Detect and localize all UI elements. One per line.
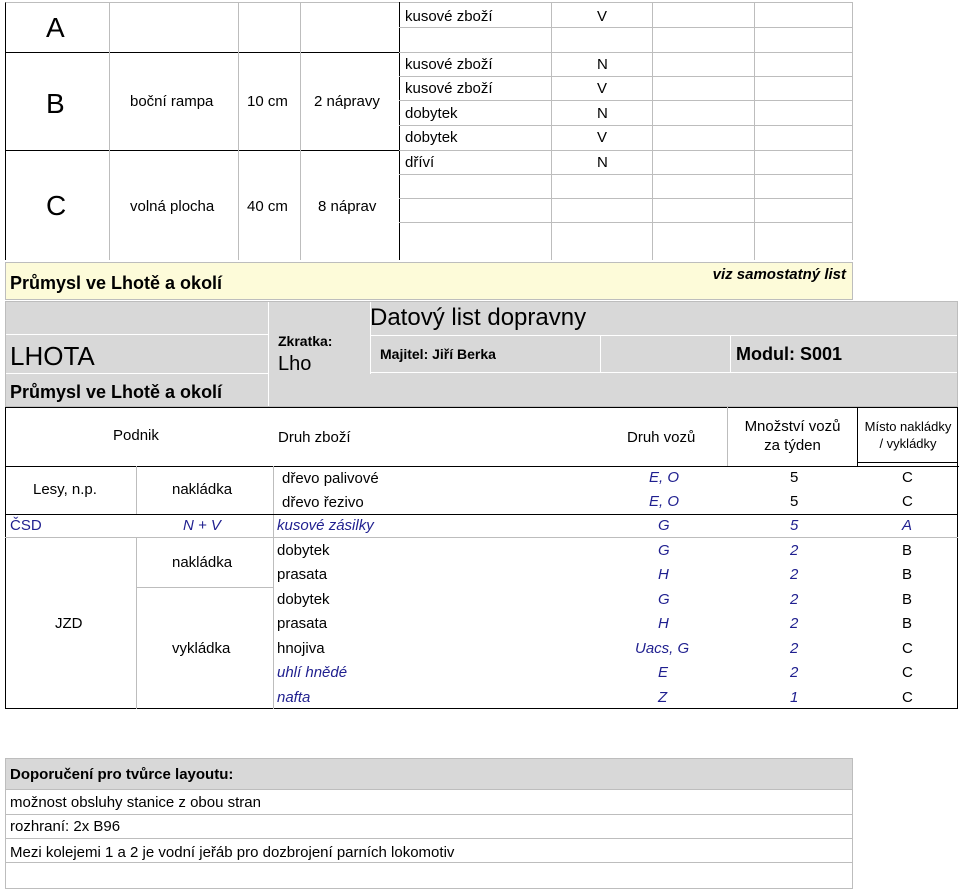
recommendation-line: rozhraní: 2x B96 [10,818,121,835]
wagons-cell: H [658,615,669,632]
goods-cell: dobytek [277,542,330,559]
goods-cell: dřevo řezivo [282,494,364,511]
recommendation-line: možnost obsluhy stanice z obou stran [10,794,261,811]
goods-flag: V [597,129,608,146]
qty-cell: 2 [790,566,799,583]
col-qty-line2: za týden [764,437,821,454]
qty-cell: 2 [790,615,799,632]
company-jzd: JZD [55,615,83,632]
wagons-cell: E, O [649,469,680,486]
col-company: Podnik [113,427,159,444]
goods-item: dobytek [405,105,458,122]
qty-cell: 2 [790,640,799,657]
goods-cell: dobytek [277,591,330,608]
goods-cell: kusové zásilky [277,517,374,534]
goods-flag: N [597,56,608,73]
track-letter-a: A [46,12,65,43]
place-cell: C [902,664,913,681]
qty-cell: 2 [790,542,799,559]
region-title-top: Průmysl ve Lhotě a okolí [10,273,223,293]
company-csd: ČSD [10,517,42,534]
col-goods: Druh zboží [278,429,351,446]
op-cell: vykládka [172,640,231,657]
track-letter-b: B [46,88,65,119]
wagons-cell: Z [658,689,668,706]
c-track-type: volná plocha [130,198,215,215]
goods-item: dobytek [405,129,458,146]
goods-item: kusové zboží [405,56,493,73]
wagons-cell: E [658,664,669,681]
col-place-line1: Místo nakládky [864,419,952,434]
qty-cell: 2 [790,664,799,681]
goods-cell: prasata [277,566,328,583]
wagons-cell: G [658,517,670,534]
goods-flag: N [597,154,608,171]
module-text: Modul: S001 [736,344,843,364]
sheet-title: Datový list dopravny [370,304,587,331]
goods-item: dříví [405,154,435,171]
b-track-type: boční rampa [130,93,214,110]
wagons-cell: Uacs, G [635,640,690,657]
qty-cell: 1 [790,689,799,706]
b-track-height: 10 cm [247,93,288,110]
wagons-cell: G [658,542,670,559]
goods-cell: prasata [277,615,328,632]
qty-cell: 5 [790,469,799,486]
b-track-capacity: 2 nápravy [314,93,380,110]
goods-item: kusové zboží [405,8,493,25]
place-cell: A [902,517,913,534]
op-cell: nakládka [172,554,233,571]
goods-flag: V [597,80,608,97]
goods-cell: hnojiva [277,640,325,657]
wagons-cell: G [658,591,670,608]
recommendation-line: Mezi kolejemi 1 a 2 je vodní jeřáb pro dozbrojení parních lokomotiv [10,844,455,861]
qty-cell: 5 [790,493,799,510]
c-track-height: 40 cm [247,198,288,215]
qty-cell: 5 [790,517,799,534]
col-wagons: Druh vozů [627,429,696,446]
goods-cell: nafta [277,689,311,706]
col-qty-line1: Množství vozů [744,418,841,435]
col-place-line2: / vykládky [879,436,937,451]
abbrev-label: Zkratka: [278,333,333,349]
abbrev-value: Lho [278,353,312,375]
wagons-cell: H [658,566,669,583]
region-title: Průmysl ve Lhotě a okolí [10,382,223,402]
wagons-cell: E, O [649,493,680,510]
place-cell: C [902,640,913,657]
owner-text: Majitel: Jiří Berka [380,346,496,362]
recommendations-title: Doporučení pro tvůrce layoutu: [10,766,234,783]
op-cell: nakládka [172,481,233,498]
goods-flag: V [597,8,608,25]
place-cell: B [902,615,913,632]
place-cell: C [902,689,913,706]
c-track-capacity: 8 náprav [318,198,377,215]
see-separate-note: viz samostatný list [712,266,846,283]
op-cell: N + V [183,517,221,534]
qty-cell: 2 [790,591,799,608]
goods-cell: dřevo palivové [282,470,379,487]
track-letter-c: C [46,190,67,221]
place-cell: B [902,542,913,559]
place-cell: B [902,591,913,608]
place-cell: C [902,469,913,486]
goods-flag: N [597,105,608,122]
goods-item: kusové zboží [405,80,493,97]
place-cell: B [902,566,913,583]
goods-cell: uhlí hnědé [277,664,348,681]
place-cell: C [902,493,913,510]
station-name: LHOTA [10,341,95,371]
company-lesy: Lesy, n.p. [33,481,97,498]
